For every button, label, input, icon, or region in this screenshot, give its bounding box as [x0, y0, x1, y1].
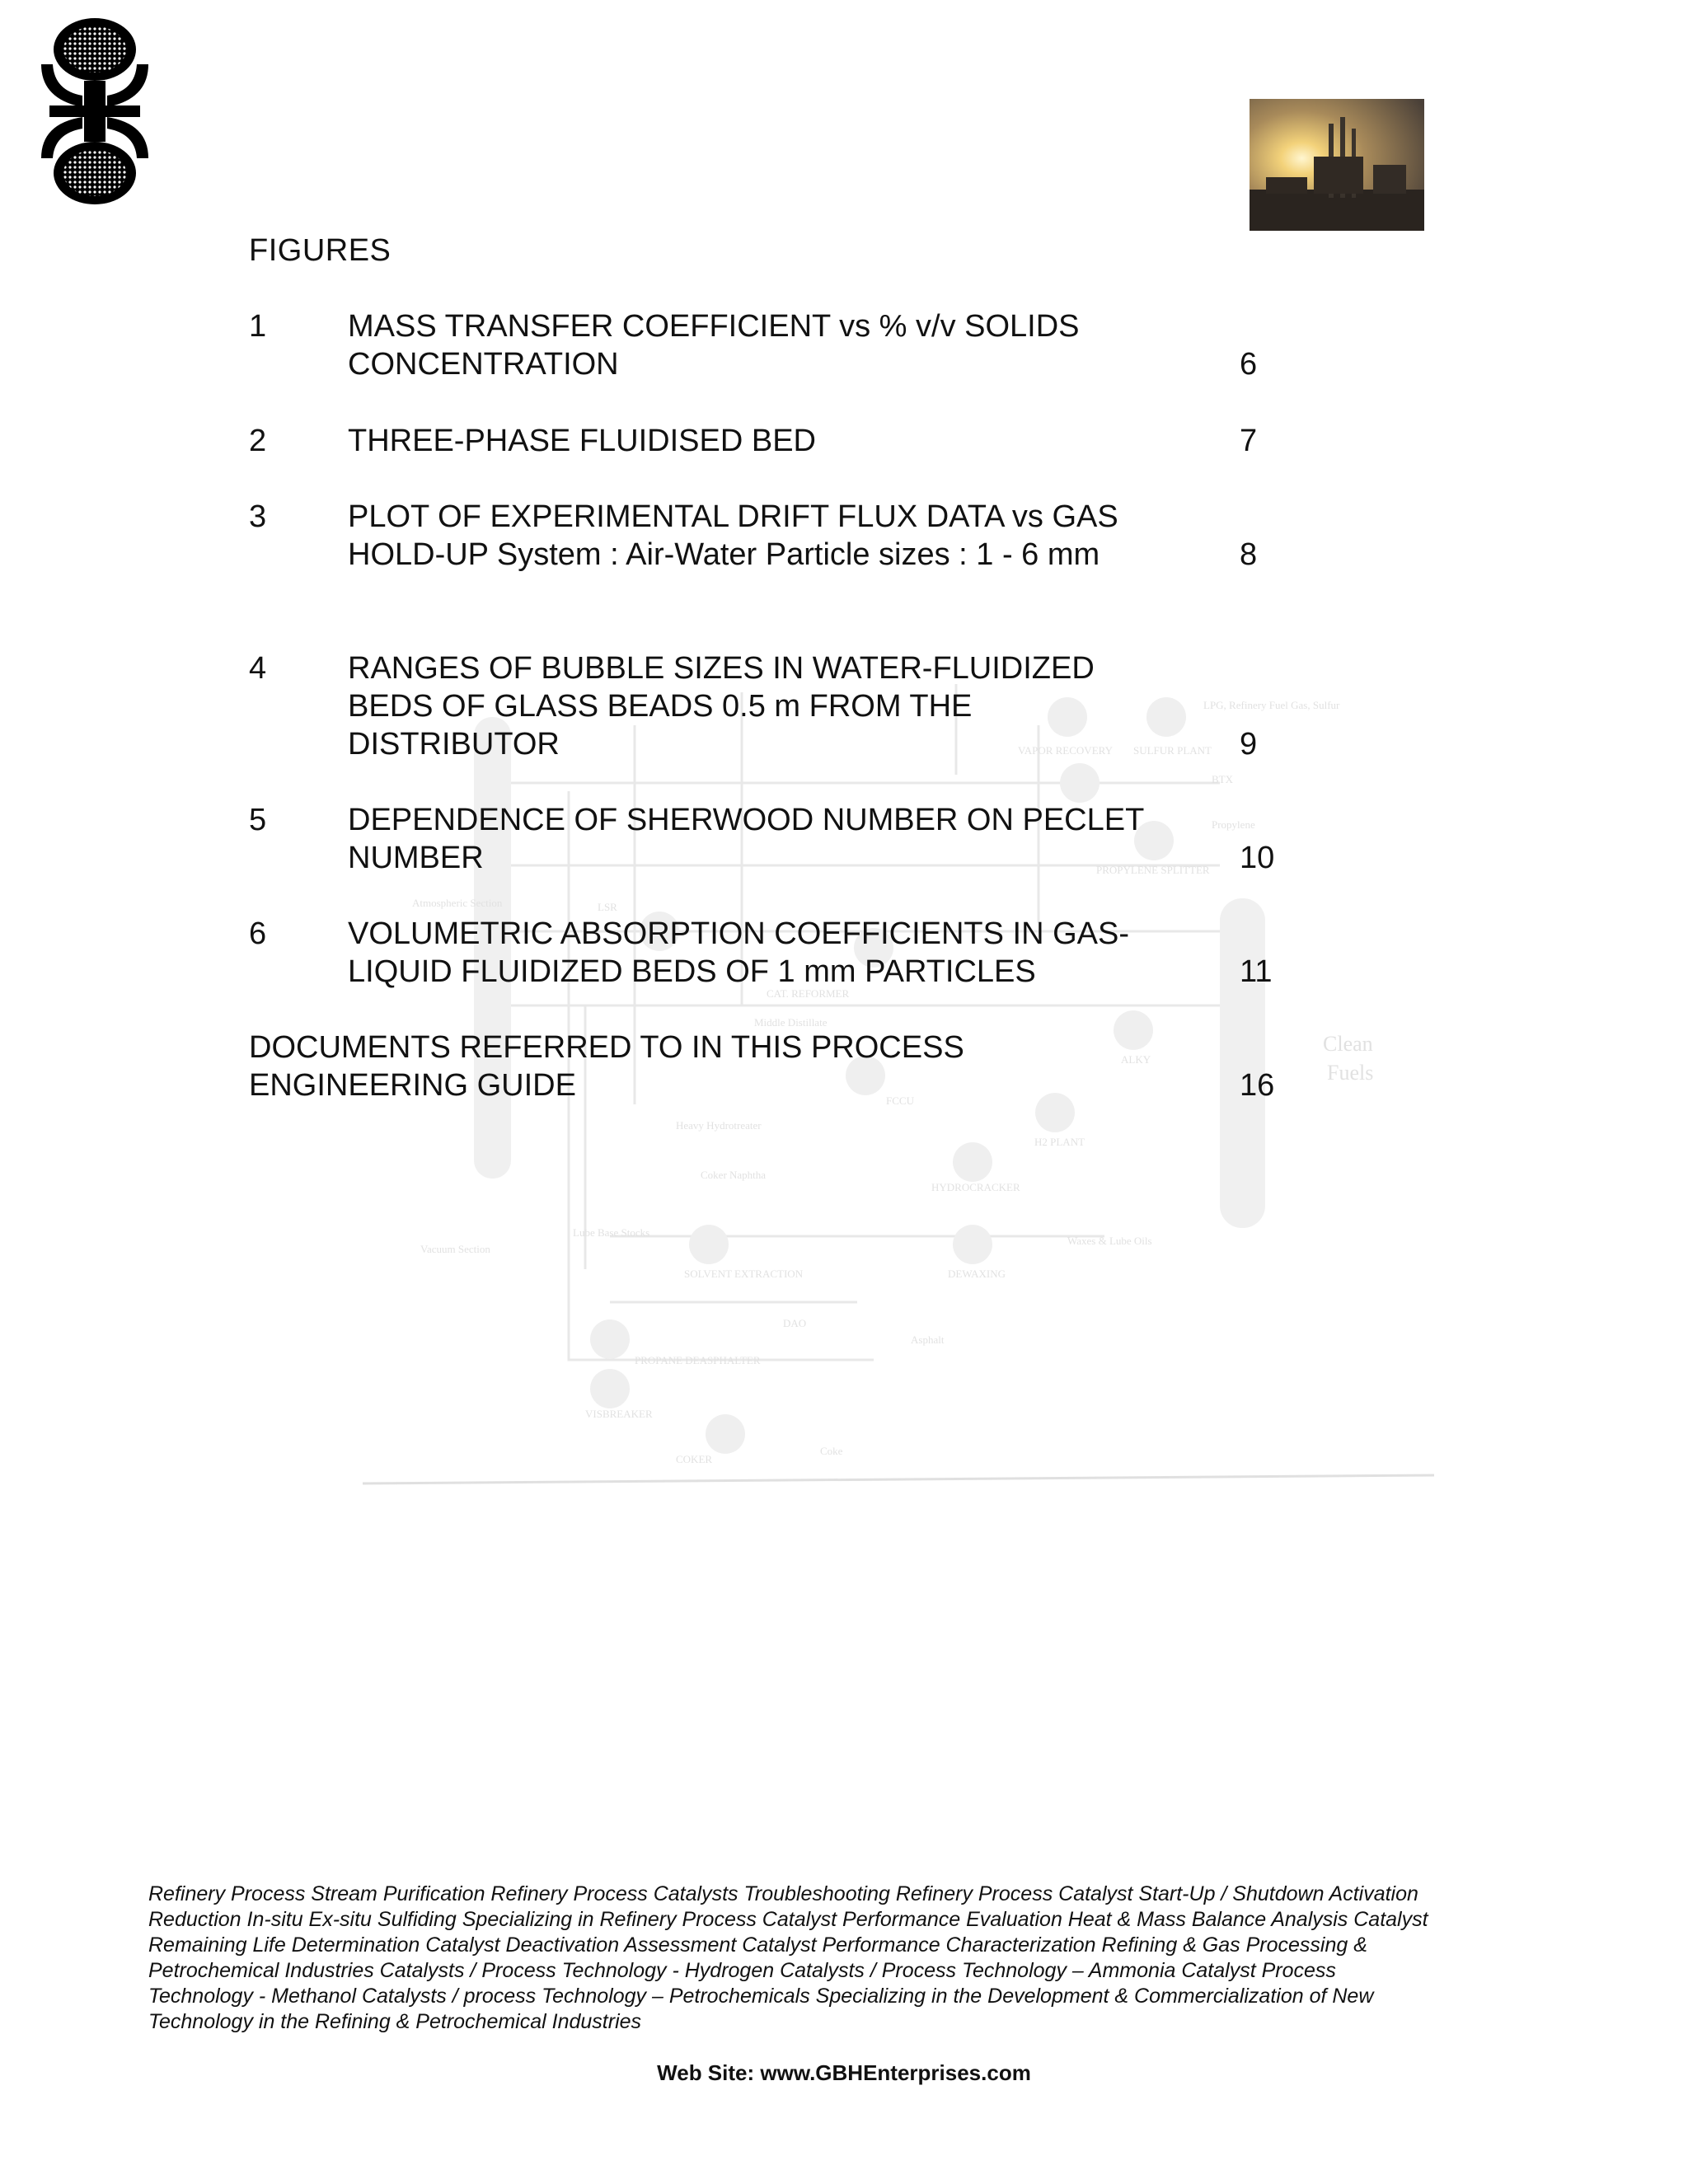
- figure-page: 10: [1240, 841, 1275, 875]
- figure-page: 9: [1240, 727, 1258, 762]
- figure-page: 11: [1240, 954, 1273, 989]
- label-fccu: FCCU: [886, 1094, 914, 1107]
- label-propane-deasphalter: PROPANE DEASPHALTER: [635, 1354, 761, 1366]
- figure-number: 4: [249, 651, 267, 686]
- figure-number: 6: [249, 916, 267, 951]
- figure-entry-6: [249, 915, 1320, 991]
- label-propylene: Propylene: [1212, 818, 1255, 831]
- figure-number: 1: [249, 309, 267, 344]
- label-lube-base: Lube Base Stocks: [573, 1226, 650, 1239]
- figure-entry-2: [249, 422, 1320, 460]
- figure-page: 6: [1240, 347, 1258, 382]
- label-heavy-hydro: Heavy Hydrotreater: [676, 1119, 762, 1132]
- label-h2-plant: H2 PLANT: [1034, 1136, 1085, 1148]
- figure-entry-5: [249, 801, 1320, 877]
- label-hydrocracker: HYDROCRACKER: [931, 1181, 1020, 1193]
- label-sulfur-plant: SULFUR PLANT: [1133, 744, 1212, 757]
- label-coker-naphtha: Coker Naphtha: [701, 1169, 767, 1181]
- label-solvent-extraction: SOLVENT EXTRACTION: [684, 1268, 804, 1280]
- figures-heading: FIGURES: [249, 233, 392, 268]
- label-lsr: LSR: [598, 901, 617, 913]
- label-coke: Coke: [820, 1445, 843, 1457]
- figure-page: 7: [1240, 424, 1258, 458]
- documents-page: 16: [1240, 1068, 1275, 1103]
- footer-description: Refinery Process Stream Purification Refinery Process Catalysts Troubleshooting Refinery Process Catalyst Start-Up / Shutdown Activation Reduction In-situ Ex-situ Sulfiding Specializing in Refinery Process Catalyst Performance Evaluation Heat & Mass Balance Analysis Catalyst Remaining Life Determination Catalyst Deactivation Assessment Catalyst Performance Characterization Refining & Gas Processing & Petrochemical Industries Catalysts / Process Technology - Hydrogen Catalysts / Process Technology – Ammonia Catalyst Process Technology - Methanol Catalysts / process Technology – Petrochemicals Specializing in the Development & Commercialization of New Technology in the Refining & Petrochemical Industries: [148, 1882, 1428, 2033]
- label-dao: DAO: [783, 1317, 807, 1329]
- figure-number: 5: [249, 803, 267, 837]
- documents-referred-entry: [249, 1029, 1320, 1104]
- label-waxes: Waxes & Lube Oils: [1067, 1235, 1152, 1247]
- label-btx: BTX: [1212, 773, 1233, 785]
- figure-title: RANGES OF BUBBLE SIZES IN WATER-FLUIDIZED BEDS OF GLASS BEADS 0.5 m FROM THE DISTRIBUTOR: [348, 651, 1095, 762]
- label-vacuum: Vacuum Section: [420, 1243, 490, 1255]
- figure-entry-4: [249, 649, 1320, 763]
- label-atmospheric: Atmospheric Section: [412, 897, 503, 909]
- figure-title: THREE-PHASE FLUIDISED BED: [348, 424, 816, 458]
- figure-entry-3: [249, 498, 1320, 574]
- label-lpg: LPG, Refinery Fuel Gas, Sulfur: [1203, 699, 1340, 711]
- label-middle-distillate: Middle Distillate: [754, 1016, 828, 1029]
- label-visbreaker: VISBREAKER: [585, 1408, 653, 1420]
- label-propylene-splitter: PROPYLENE SPLITTER: [1096, 864, 1210, 876]
- figure-page: 8: [1240, 537, 1258, 572]
- label-coker: COKER: [676, 1453, 713, 1465]
- figure-title: DEPENDENCE OF SHERWOOD NUMBER ON PECLET NUMBER: [348, 803, 1144, 875]
- figure-title: VOLUMETRIC ABSORPTION COEFFICIENTS IN GAS-LIQUID FLUIDIZED BEDS OF 1 mm PARTICLES: [348, 916, 1129, 989]
- figure-title: MASS TRANSFER COEFFICIENT vs % v/v SOLIDS CONCENTRATION: [348, 309, 1080, 382]
- website-link[interactable]: Web Site: www.GBHEnterprises.com: [657, 2060, 1031, 2085]
- documents-title: DOCUMENTS REFERRED TO IN THIS PROCESS ENGINEERING GUIDE: [249, 1030, 964, 1103]
- figure-title: PLOT OF EXPERIMENTAL DRIFT FLUX DATA vs GAS HOLD-UP System : Air-Water Particle sizes : 1 - 6 mm: [348, 499, 1118, 572]
- label-cat-reformer: CAT. REFORMER: [767, 987, 850, 1000]
- label-clean: Clean: [1323, 1032, 1373, 1056]
- figure-number: 2: [249, 424, 267, 458]
- label-vapor-recovery: VAPOR RECOVERY: [1018, 744, 1113, 757]
- figure-number: 3: [249, 499, 267, 534]
- label-fuels: Fuels: [1327, 1061, 1374, 1085]
- figure-entry-1: [249, 307, 1320, 383]
- label-asphalt: Asphalt: [911, 1333, 945, 1346]
- label-dewaxing: DEWAXING: [948, 1268, 1006, 1280]
- label-alky: ALKY: [1121, 1053, 1151, 1066]
